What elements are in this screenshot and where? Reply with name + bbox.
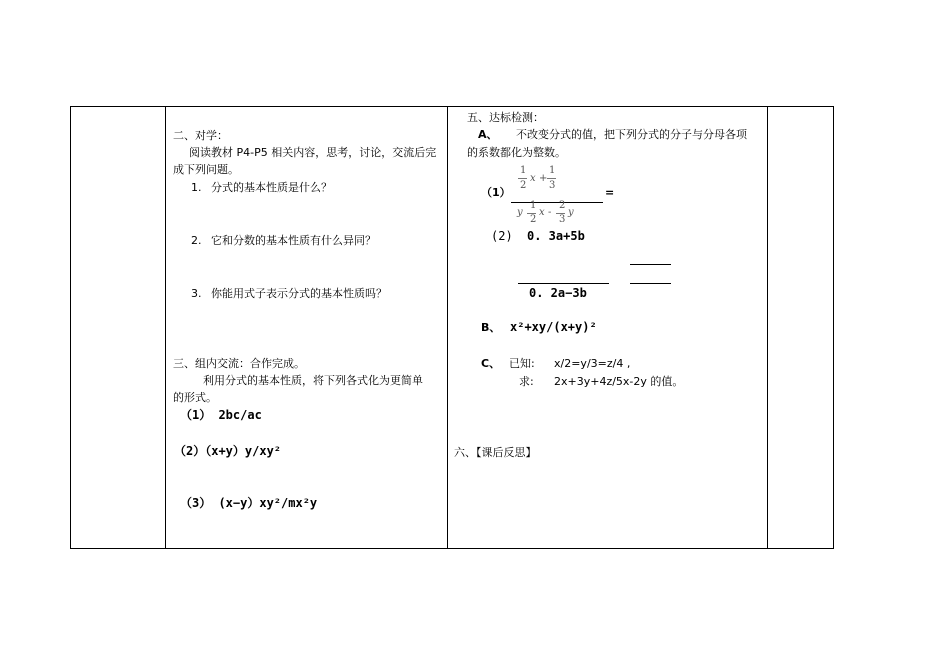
section-2-intro-line1: 阅读教材 P4-P5 相关内容，思考，讨论，交流后完 (189, 146, 437, 159)
question-3-number: 3. (191, 287, 202, 300)
problem-2-denominator: 0. 2a−3b (529, 286, 587, 300)
part-c-label: C、 (481, 357, 501, 370)
p1-num-half-bar (518, 178, 527, 179)
part-c-known: 已知: (509, 357, 535, 370)
table-col-border-4 (767, 106, 768, 549)
section-2-intro-line2: 成下列问题。 (173, 163, 239, 176)
p1-main-fraction-bar (511, 202, 603, 203)
section-5-title: 五、达标检测： (467, 111, 544, 124)
problem-2-numerator: 0. 3a+5b (527, 229, 585, 243)
table-col-border-1 (70, 106, 71, 549)
part-a-label: A、 (478, 128, 498, 141)
question-3-text: 你能用式子表示分式的基本性质吗？ (211, 287, 387, 300)
problem-2-label: (2) (491, 229, 513, 243)
p1-den-half-bottom: 2 (530, 214, 537, 225)
p1-num-x: x (530, 173, 536, 184)
section-3-intro-line2: 的形式。 (173, 391, 217, 404)
section-3-title: 三、组内交流：合作完成。 (173, 357, 305, 370)
part-c-find: 求: (519, 375, 534, 388)
exercise-3: （3） (x−y）xy²/mx²y (180, 496, 318, 510)
section-3-intro-line1: 利用分式的基本性质，将下列各式化为更简单 (203, 374, 423, 387)
problem-2-fraction-bar (518, 283, 609, 284)
p1-den-twothirds-top: 2 (559, 200, 566, 211)
table-col-border-2 (165, 106, 166, 549)
p1-den-y: y (517, 207, 523, 218)
part-b-label: B、 (481, 321, 501, 334)
p1-num-plus: + (539, 173, 548, 184)
part-c-condition: x/2=y/3=z/4 , (554, 357, 631, 370)
question-1-number: 1. (191, 181, 202, 194)
table-top-border (70, 106, 834, 107)
answer-blank-lower[interactable] (630, 283, 671, 284)
p1-num-half-top: 1 (520, 165, 527, 176)
p1-den-minus: - (548, 207, 552, 218)
p1-num-half-bottom: 2 (520, 180, 527, 191)
exercise-1: （1） 2bc/ac (180, 408, 262, 422)
question-2-number: 2. (191, 234, 202, 247)
p1-num-third-bar (547, 178, 556, 179)
question-1-text: 分式的基本性质是什么？ (211, 181, 332, 194)
part-c-target: 2x+3y+4z/5x-2y 的值。 (554, 375, 684, 388)
question-2-text: 它和分数的基本性质有什么异同？ (211, 234, 376, 247)
p1-num-third-top: 1 (549, 165, 556, 176)
p1-den-x: x (539, 207, 545, 218)
problem-1-equals: = (605, 186, 615, 199)
problem-1-label: （1） (481, 186, 511, 199)
table-bottom-border (70, 548, 834, 549)
table-col-border-3 (447, 106, 448, 549)
p1-num-third-bottom: 3 (549, 180, 556, 191)
answer-blank-upper[interactable] (630, 264, 671, 265)
section-2-title: 二、对学： (173, 129, 228, 142)
section-6-title: 六、【课后反思】 (454, 446, 537, 459)
p1-den-y2: y (568, 207, 574, 218)
part-a-text-line2: 的系数都化为整数。 (467, 146, 566, 159)
exercise-2: （2）（x+y）y/xy² (174, 444, 282, 458)
part-a-text-line1: 不改变分式的值，把下列分式的分子与分母各项 (516, 128, 747, 141)
part-b-expression: x²+xy/(x+y)² (510, 320, 597, 334)
p1-den-half-top: 1 (530, 200, 537, 211)
table-col-border-5 (833, 106, 834, 549)
p1-den-twothirds-bottom: 3 (559, 214, 566, 225)
